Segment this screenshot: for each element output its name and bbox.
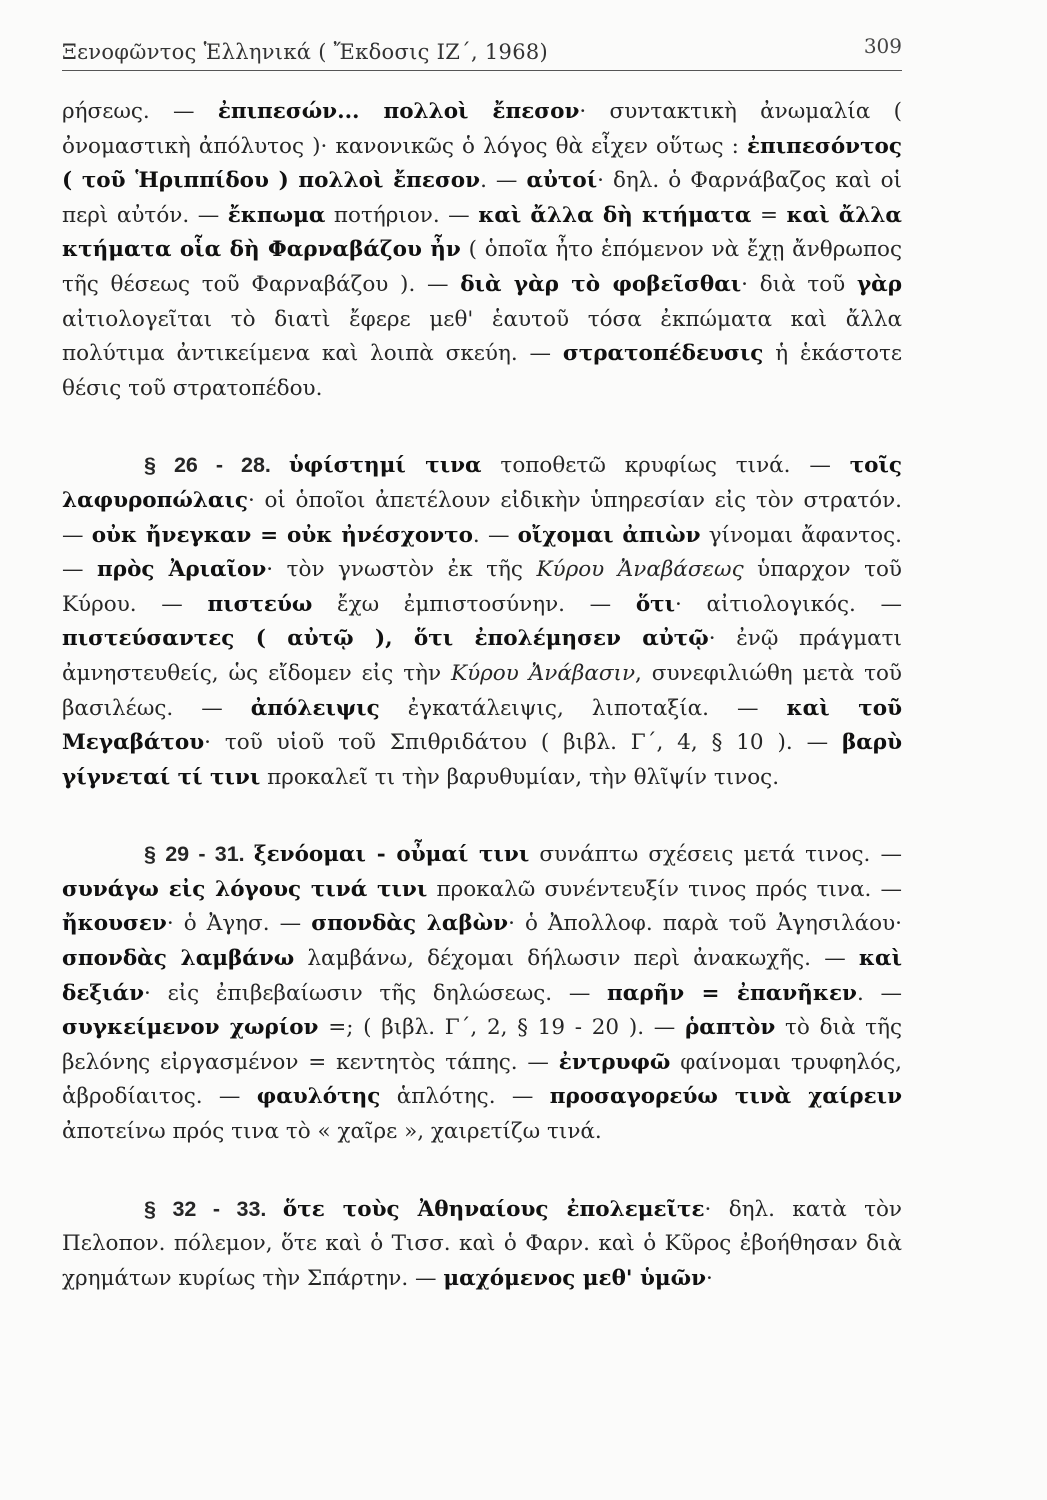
text-run: ἐγκατάλειψις, λιποταξία. — (379, 695, 787, 721)
text-run: , συνεφιλιώθη μετὰ τοῦ βασιλέως. — (62, 660, 902, 721)
text-run: · ὁ Ἀπολλοφ. παρὰ τοῦ Ἀγησιλάου· (508, 911, 902, 937)
text-run: συνάπτω σχέσεις μετά τινος. — (529, 842, 902, 868)
text-run: ὑπαρχον τοῦ Κύρου. — (62, 557, 902, 617)
lemma-term: ὑφίστημί τινα (288, 453, 482, 479)
text-run: ( ὁποῖα ἦτο ἑπόμενον νὰ ἔχῃ ἄνθρωπος τῆς θέσεως τοῦ Φαρναβάζου ). — (62, 237, 902, 297)
lemma-term: πιστεύσαντες ( αὐτῷ ), ὅτι ἐπολέμησεν αὐτῷ (62, 626, 709, 652)
lemma-term: καὶ τοῦ Μεγαβάτου (62, 695, 902, 756)
text-run: λαμβάνω, δέχομαι δήλωσιν περὶ ἀνακωχῆς. — (294, 946, 859, 972)
italic-reference: Κύρου Ἀναβάσεως (536, 557, 744, 583)
lemma-term: συνάγω εἰς λόγους τινά τινι (62, 876, 428, 902)
text-run: · ὁ Ἀγησ. — (166, 911, 312, 937)
text-run: τοποθετῶ κρυφίως τινά. — (481, 453, 850, 479)
text-run: · διὰ τοῦ (741, 271, 857, 297)
lemma-term: φαυλότης (256, 1084, 381, 1110)
italic-reference: Κύρου Ἀνάβασιν (451, 660, 636, 686)
commentary-paragraph (62, 837, 902, 1149)
lemma-term: γὰρ (856, 271, 902, 297)
commentary-paragraph (62, 95, 902, 406)
text-run: · δηλ. ὁ Φαρνάβαζος καὶ οἱ περὶ αὐτόν. — (62, 168, 902, 228)
lemma-term: σπονδὰς λαμβάνω (62, 946, 295, 972)
lemma-term: βαρὺ γίγνεταί τί τινι (62, 730, 902, 790)
text-run: · συντακτικὴ ἀνωμαλία ( ὀνομαστικὴ ἀπόλυτος )· κανονικῶς ὁ λόγος θὰ εἶχεν οὕτως : (62, 99, 902, 159)
lemma-term: μαχόμενος μεθ' ὑμῶν (443, 1265, 707, 1291)
text-run: · δηλ. κατὰ τὸν Πελοπον. πόλεμον, ὅτε καὶ ὁ Τισσ. καὶ ὁ Φαρν. καὶ ὁ Κῦρος ἐβοήθησαν διὰ χρημάτων κυρίως τὴν Σπάρτην. — (62, 1196, 902, 1291)
text-run: τὸ διὰ τῆς βελόνης εἰργασμένον = κεντητὸς τάπης. — (62, 1015, 903, 1075)
lemma-term: ὅτε τοὺς Ἀθηναίους ἐπολεμεῖτε (282, 1196, 705, 1222)
text-run: ἡ ἑκάστοτε θέσις τοῦ στρατοπέδου. (62, 341, 902, 401)
lemma-term: διὰ γὰρ τὸ φοβεῖσθαι (460, 271, 742, 297)
lemma-term: ἤκουσεν (62, 911, 167, 937)
lemma-term: ὅτι (635, 591, 676, 617)
section-number: § 26 - 28. (144, 453, 289, 478)
lemma-term: ἔκπωμα (227, 202, 326, 228)
lemma-term: προσαγορεύω τινὰ χαίρειν (549, 1084, 902, 1110)
lemma-term: σπονδὰς λαβὼν (311, 911, 509, 937)
lemma-term: πιστεύω (207, 591, 313, 617)
text-run: · τὸν γνωστὸν ἐκ τῆς (266, 557, 537, 583)
lemma-term: ξενόομαι - οὖμαί τινι (253, 842, 530, 868)
lemma-term: ῥαπτὸν (684, 1015, 776, 1041)
text-run: · οἱ ὁποῖοι ἀπετέλουν εἰδικὴν ὑπηρεσίαν εἰς τὸν στρατόν. — (62, 487, 902, 548)
text-run: . — (472, 522, 518, 548)
section-number: § 32 - 33. (144, 1196, 283, 1221)
text-run: · (706, 1265, 713, 1291)
text-run: · αἰτιολογικός. — (675, 591, 903, 617)
lemma-term: συγκείμενον χωρίον (62, 1015, 319, 1041)
lemma-term: ἀπόλειψις (250, 695, 380, 721)
text-run: . — (480, 168, 527, 194)
lemma-term: παρῆν = ἐπανῆκεν (607, 980, 857, 1006)
text-run: προκαλῶ συνέντευξίν τινος πρός τινα. — (427, 876, 903, 902)
text-run: ἀποτείνω πρός τινα τὸ « χαῖρε », χαιρετίζω τινά. (62, 1119, 602, 1145)
text-run: · ἐνῷ πράγματι ἀμνηστευθείς, ὡς εἴδομεν εἰς τὴν (62, 626, 902, 686)
lemma-term: τοῖς λαφυροπώλαις (62, 453, 902, 513)
lemma-term: ἐντρυφῶ (558, 1049, 671, 1075)
commentary-body (62, 95, 902, 1296)
running-head (62, 34, 902, 71)
lemma-term: πρὸς Ἀριαῖον (97, 557, 267, 583)
commentary-paragraph (62, 1192, 902, 1297)
text-run: αἰτιολογεῖται τὸ διατὶ ἔφερε μεθ' ἑαυτοῦ τόσα ἐκπώματα καὶ ἄλλα πολύτιμα ἀντικείμενα καὶ λοιπὰ σκεύη. — (62, 306, 902, 367)
text-run: γίνομαι ἄφαντος. — (62, 522, 902, 583)
text-run: . — (856, 980, 902, 1006)
text-run: προκαλεῖ τι τὴν βαρυθυμίαν, τὴν θλῖψίν τινος. (260, 764, 780, 790)
page-number: 309 (863, 34, 902, 58)
lemma-term: οὐκ ἤνεγκαν = οὐκ ἠνέσχοντο (91, 522, 473, 548)
lemma-term: καὶ δεξιάν (62, 946, 902, 1006)
text-run: = (751, 202, 787, 228)
lemma-term: καὶ ἄλλα δὴ κτήματα (478, 202, 752, 228)
lemma-term: ἐπιπεσόντος ( τοῦ Ἡριππίδου ) πολλοὶ ἔπεσον (62, 133, 902, 194)
running-head-title: Ξενοφῶντος Ἑλληνικά ( Ἔκδοσις ΙΖ΄, 1968) (62, 40, 549, 64)
text-run: ἁπλότης. — (380, 1084, 550, 1110)
commentary-paragraph (62, 448, 902, 795)
lemma-term: ἐπιπεσών... πολλοὶ ἔπεσον (217, 99, 580, 124)
text-run: =; ( βιβλ. Γ΄, 2, § 19 - 20 ). — (318, 1015, 685, 1041)
text-run: φαίνομαι τρυφηλός, ἁβροδίαιτος. — (62, 1049, 903, 1110)
lemma-term: στρατοπέδευσις (562, 341, 764, 367)
lemma-term: οἴχομαι ἀπιὼν (517, 522, 701, 548)
section-number: § 29 - 31. (144, 842, 254, 867)
text-run: · εἰς ἐπιβεβαίωσιν τῆς δηλώσεως. — (144, 980, 608, 1006)
text-run: ἔχω ἐμπιστοσύνην. — (312, 591, 636, 617)
text-run: · τοῦ υἱοῦ τοῦ Σπιθριδάτου ( βιβλ. Γ΄, 4, § 10 ). — (204, 730, 842, 756)
lemma-term: αὐτοί (526, 168, 598, 194)
text-run: ρήσεως. — (62, 99, 218, 124)
lemma-term: καὶ ἄλλα κτήματα οἷα δὴ Φαρναβάζου ἦν (62, 202, 902, 263)
text-run: ποτήριον. — (325, 202, 479, 228)
